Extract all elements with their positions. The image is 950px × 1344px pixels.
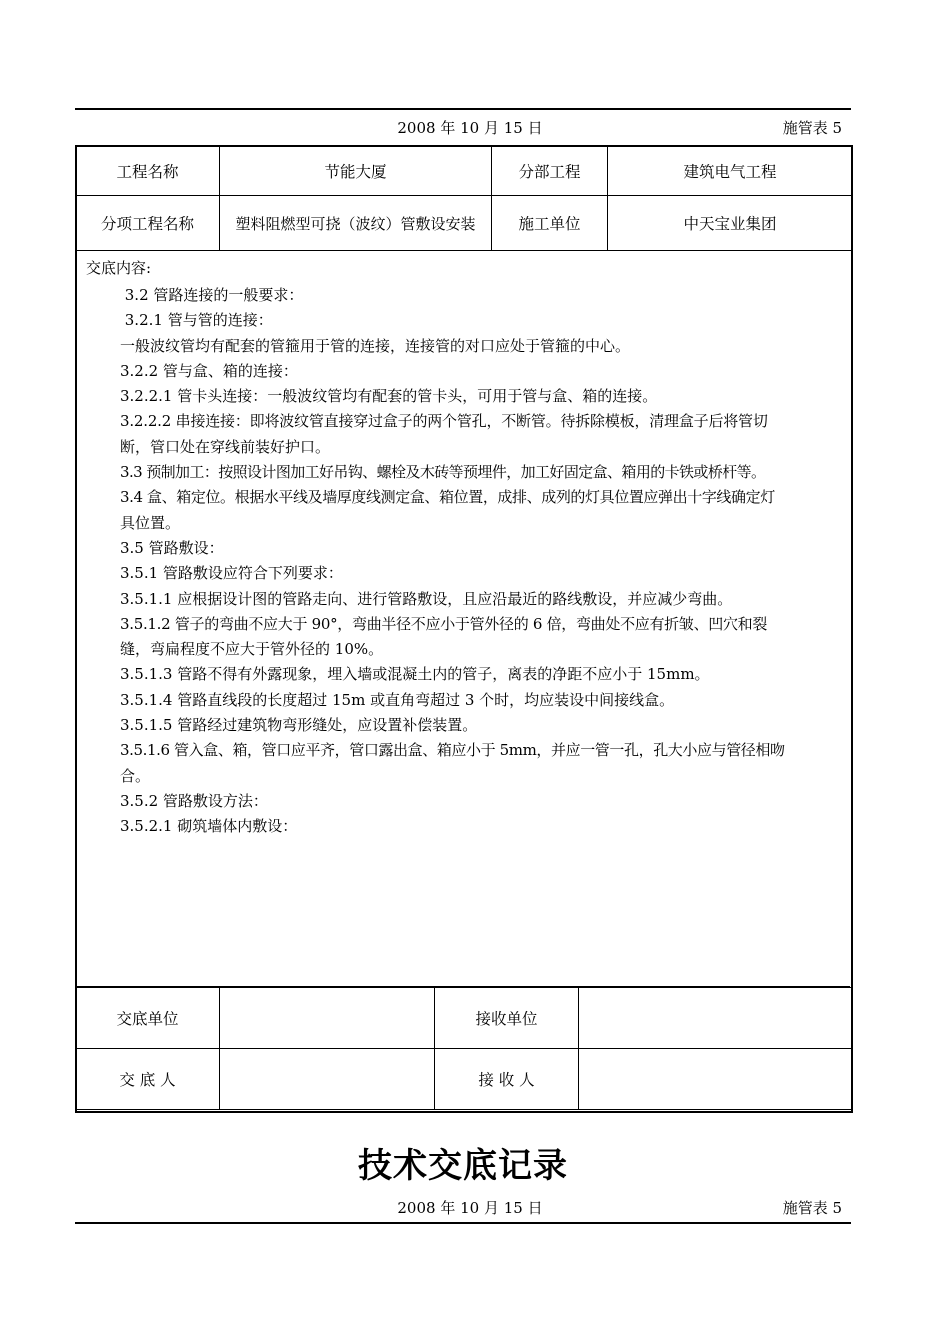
content-lines — [120, 283, 845, 840]
content-title: 交底内容: — [86, 259, 152, 277]
content-line: 3.5.1 管路敷设应符合下列要求： — [120, 564, 343, 583]
signature-row-unit — [76, 988, 853, 1049]
bottom-rule — [75, 1222, 851, 1224]
header-form-number: 施管表 5 — [782, 119, 842, 137]
receiver-person-field[interactable] — [579, 1049, 853, 1110]
subitem-label: 分项工程名称 — [76, 196, 220, 251]
content-line: 断，管口处在穿线前装好护口。 — [120, 437, 331, 456]
content-line: 3.5.1.3 管路不得有外露现象，埋入墙或混凝土内的管子，离表的净距不应小于 15mm。 — [120, 665, 710, 684]
content-line: 3.2.2.1 管卡头连接：一般波纹管均有配套的管卡头，可用于管与盒、箱的连接。 — [120, 387, 658, 406]
content-line: 一般波纹管均有配套的管箍用于管的连接，连接管的对口应处于管箍的中心。 — [120, 336, 631, 355]
content-line: 3.5.1.2 管子的弯曲不应大于 90°，弯曲半径不应小于管外径的 6 倍，弯曲处不应有折皱、凹穴和裂 — [120, 614, 768, 633]
subitem-value: 塑料阻燃型可挠（波纹）管敷设安装 — [220, 196, 492, 251]
info-row-subitem — [76, 196, 853, 251]
content-line: 3.5.1.1 应根据设计图的管路走向、进行管路敷设，且应沿最近的路线敷设，并应减少弯曲。 — [120, 589, 733, 608]
project-name-label: 工程名称 — [76, 146, 220, 196]
document-title: 技术交底记录 — [358, 1146, 568, 1186]
receiver-unit-field[interactable] — [579, 988, 853, 1049]
content-line: 具位置。 — [120, 513, 181, 532]
footer-form-number: 施管表 5 — [782, 1199, 842, 1217]
division-label: 分部工程 — [492, 146, 608, 196]
content-line: 3.4 盒、箱定位。根据水平线及墙厚度线测定盒、箱位置，成排、成列的灯具位置应弹出十字线确定灯 — [120, 488, 775, 507]
footer-date: 2008 年 10 月 15 日 — [397, 1199, 543, 1217]
content-line: 3.2 管路连接的一般要求： — [120, 286, 304, 304]
handover-unit-field[interactable] — [220, 988, 435, 1049]
content-line: 3.2.2.2 串接连接：即将波纹管直接穿过盒子的两个管孔，不断管。待拆除模板，清理盒子后将管切 — [120, 412, 768, 431]
info-row-project — [76, 146, 853, 196]
content-line: 3.5.1.4 管路直线段的长度超过 15m 或直角弯超过 3 个时，均应装设中间接线盒。 — [120, 690, 675, 709]
receiver-person-label: 接 收 人 — [435, 1049, 579, 1110]
content-line: 3.2.2 管与盒、箱的连接： — [120, 361, 298, 380]
project-info-table — [75, 145, 853, 251]
signature-table — [75, 987, 853, 1110]
division-value: 建筑电气工程 — [608, 146, 853, 196]
handover-person-label: 交 底 人 — [76, 1049, 220, 1110]
handover-unit-label: 交底单位 — [76, 988, 220, 1049]
content-line: 3.5.2 管路敷设方法： — [120, 791, 268, 810]
header-date: 2008 年 10 月 15 日 — [397, 119, 543, 137]
content-line: 3.5.1.5 管路经过建筑物弯形缝处，应设置补偿装置。 — [120, 716, 478, 735]
handover-person-field[interactable] — [220, 1049, 435, 1110]
top-rule — [75, 108, 851, 110]
content-line: 3.5.1.6 管入盒、箱，管口应平齐，管口露出盒、箱应小于 5mm，并应一管一孔，孔大小应与管径相吻 — [120, 741, 785, 760]
contractor-label: 施工单位 — [492, 196, 608, 251]
content-line: 3.3 预制加工：按照设计图加工好吊钩、螺栓及木砖等预埋件，加工好固定盒、箱用的卡铁或桥杆等。 — [120, 463, 766, 482]
contractor-value: 中天宝业集团 — [608, 196, 853, 251]
signature-row-person — [76, 1049, 853, 1110]
content-line: 3.5.2.1 砌筑墙体内敷设： — [120, 817, 298, 836]
receiver-unit-label: 接收单位 — [435, 988, 579, 1049]
content-line: 3.5 管路敷设： — [120, 538, 224, 557]
content-line: 3.2.1 管与管的连接： — [120, 311, 273, 330]
project-name-value: 节能大厦 — [220, 146, 492, 196]
content-line: 缝，弯扁程度不应大于管外径的 10%。 — [120, 640, 384, 659]
handover-content — [76, 250, 850, 987]
content-line: 合。 — [120, 766, 151, 785]
